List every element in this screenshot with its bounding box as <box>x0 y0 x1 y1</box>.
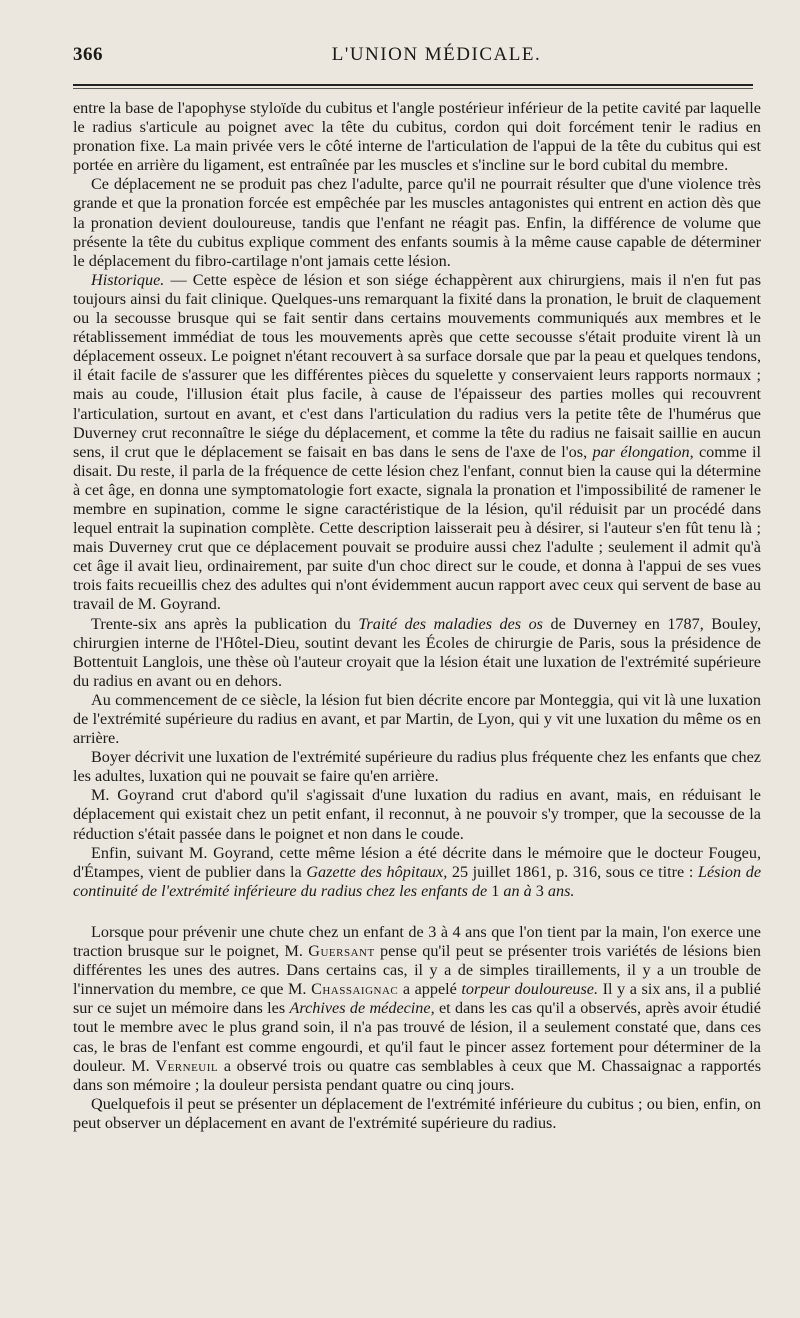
paragraph <box>73 271 761 615</box>
text-run: — Cette espèce de lésion et son siége échappèrent aux chirurgiens, mais il n'en fut pas toujours ainsi du fait clinique. Quelques-uns remarquant la fixité dans la pronation, le bruit de claquement ou la secousse brusque qui se fait sentir dans certains mouvements communiqués aux membres et le rétablissement immédiat de tous les mouvements après que cette secousse s'était produite virent là un déplacement osseux. Le poignet n'étant recouvert à sa surface dorsale que par la peau et quelques tendons, il était facile de s'assurer que les différentes pièces du squelette y conservaient leurs rapports normaux ; mais au coude, l'illusion était plus facile, à cause de l'épaisseur des parties molles qui recouvrent l'articulation, surtout en avant, et c'est dans l'articulation du radius vers la petite tête de l'humérus que Duverney crut reconnaître le siége du déplacement, et comme la tête du radius ne faisait saillie en aucun sens, il crut que le déplacement se faisait en bas dans le sens de l'axe de l'os, <box>73 270 761 461</box>
italic-text: Lésion de continuité de l'extrémité inférieure du radius chez les enfants de <box>73 862 761 900</box>
text-run: Lorsque pour prévenir une chute chez un enfant de 3 à 4 ans que l'on tient par la main, l'on exerce une traction brusque sur le poignet, M. <box>73 922 761 961</box>
italic-text: Historique. <box>91 270 165 289</box>
paragraph <box>73 1095 761 1133</box>
page-number: 366 <box>73 44 103 65</box>
paragraph <box>73 99 761 175</box>
text-run: Boyer décrivit une luxation de l'extrémité supérieure du radius plus fréquente chez les enfants que chez les adultes, luxation qui ne pouvait se faire qu'en arrière. <box>73 748 761 786</box>
text-run: Ce déplacement ne se produit pas chez l'adulte, parce qu'il ne pourrait résulter que d'une violence très grande et que la pronation forcée est empêchée par les muscles antagonistes qui entrent en action dès que la pronation devient douloureuse, tandis que l'enfant ne réagit pas. Enfin, la différence de volume que présente la tête du cubitus explique comment des enfants soumis à la même cause capable de déterminer le déplacement du fibro-cartilage n'ont jamais cette lésion. <box>73 175 761 270</box>
text-run: entre la base de l'apophyse styloïde du cubitus et l'angle postérieur inférieur de la petite cavité par laquelle le radius s'articule au poignet avec la tête du cubitus, cordon qui doit forcément tenir le radius en pronation fixe. La main privée vers le côté interne de l'articulation de l'appui de la tête du cubitus qui est portée en arrière du ligament, est entraînée par les muscles et s'incline sur le bord cubital du membre. <box>73 99 761 175</box>
article-body <box>73 99 761 1133</box>
text-run: Enfin, suivant M. Goyrand, cette même lésion a été décrite dans le mémoire que le docteur Fougeu, d'Étampes, vient de publier dans la <box>73 843 761 881</box>
header-rule <box>73 84 753 86</box>
paragraph <box>73 748 761 786</box>
page-header <box>73 44 760 70</box>
italic-text: Gazette des hôpitaux, <box>306 862 448 881</box>
text-run: et dans les cas qu'il a observés, après avoir étudié tout le membre avec le plus grand soin, il n'a pas trouvé de lésion, il a seulement constaté que, dans ces cas, le bras de l'enfant est comme engourdi, et qu'il faut le pincer assez fortement pour déterminer de la douleur. M. <box>73 999 761 1075</box>
small-caps-name: Guersant <box>308 942 375 961</box>
text-run: 3 <box>531 881 548 900</box>
text-run: 25 juillet 1861, p. 316, sous ce titre : <box>447 862 698 881</box>
paragraph <box>73 786 761 843</box>
paragraph <box>73 691 761 748</box>
text-run: a appelé <box>398 980 462 999</box>
text-run: Trente-six ans après la publication du <box>91 614 359 633</box>
header-rule-thin <box>73 88 753 89</box>
italic-text: par élongation, <box>592 442 694 461</box>
text-run: pense qu'il peut se présenter trois variétés de lésions bien différentes les unes des autres. Dans certains cas, il y a de simples tiraillements, il y a un trouble de l'innervation du membre, ce que M. <box>73 942 762 999</box>
text-run: a observé trois ou quatre cas semblables à ceux que M. Chassaignac a rapportés dans son mémoire ; la douleur persista pendant quatre ou cinq jours. <box>73 1056 761 1094</box>
running-title: L'UNION MÉDICALE. <box>331 44 542 65</box>
text-run: de Duverney en 1787, Bouley, chirurgien interne de l'Hôtel-Dieu, soutint devant les Écoles de chirurgie de Paris, sous la présidence de Bottentuit Langlois, une thèse où l'auteur croyait que la lésion était une luxation de l'extrémité supérieure du radius en avant ou en dehors. <box>73 614 761 690</box>
small-caps-name: Chassaignac <box>311 980 399 999</box>
italic-text: an à <box>503 881 532 900</box>
text-run: 1 <box>487 881 504 900</box>
text-run: comme il disait. Du reste, il parla de la fréquence de cette lésion chez l'enfant, connut bien la cause qui la détermine à cet âge, en donna une symptomatologie fort exacte, signala la pronation et l'impossibilité de ramener le membre en supination, comme le signe caractéristique de la lésion, qu'il réduisit par un procédé dans lequel entrait la supination complète. Cette description laisserait peu à désirer, si l'auteur s'en fût tenu là ; mais Duverney crut que ce déplacement pouvait se produire aussi chez l'adulte ; seulement il admit qu'à cet âge il avait lieu, ordinairement, par suite d'un choc direct sur le coude, et donna à l'appui de ses vues trois faits recueillis chez des adultes qui n'ont évidemment aucun rapport avec ceux qui servent de base au travail de M. Goyrand. <box>73 442 761 614</box>
paragraph <box>73 175 761 270</box>
italic-text: ans. <box>547 881 575 900</box>
italic-text: Traité des maladies des os <box>358 614 543 633</box>
paragraph <box>73 615 761 691</box>
italic-text: Archives de médecine, <box>289 999 435 1018</box>
paragraph <box>73 844 761 901</box>
text-run: Quelquefois il peut se présenter un déplacement de l'extrémité inférieure du cubitus ; ou bien, enfin, on peut observer un déplacement en avant de l'extrémité supérieure du radius. <box>73 1094 761 1132</box>
paragraph <box>73 923 761 1095</box>
text-run: M. Goyrand crut d'abord qu'il s'agissait d'une luxation du radius en avant, mais, en réduisant le déplacement qui existait chez un petit enfant, il reconnut, à ne pouvoir s'y tromper, que la secousse de la réduction s'était passée dans le poignet et non dans le coude. <box>73 786 761 843</box>
small-caps-name: Verneuil <box>155 1056 219 1075</box>
italic-text: torpeur douloureuse. <box>461 980 599 999</box>
text-run: Au commencement de ce siècle, la lésion fut bien décrite encore par Monteggia, qui vit là une luxation de l'extrémité supérieure du radius en avant, et par Martin, de Lyon, qui y vit une luxation du même os en arrière. <box>73 690 761 748</box>
text-run: Il y a six ans, il a publié sur ce sujet un mémoire dans les <box>73 980 761 1018</box>
